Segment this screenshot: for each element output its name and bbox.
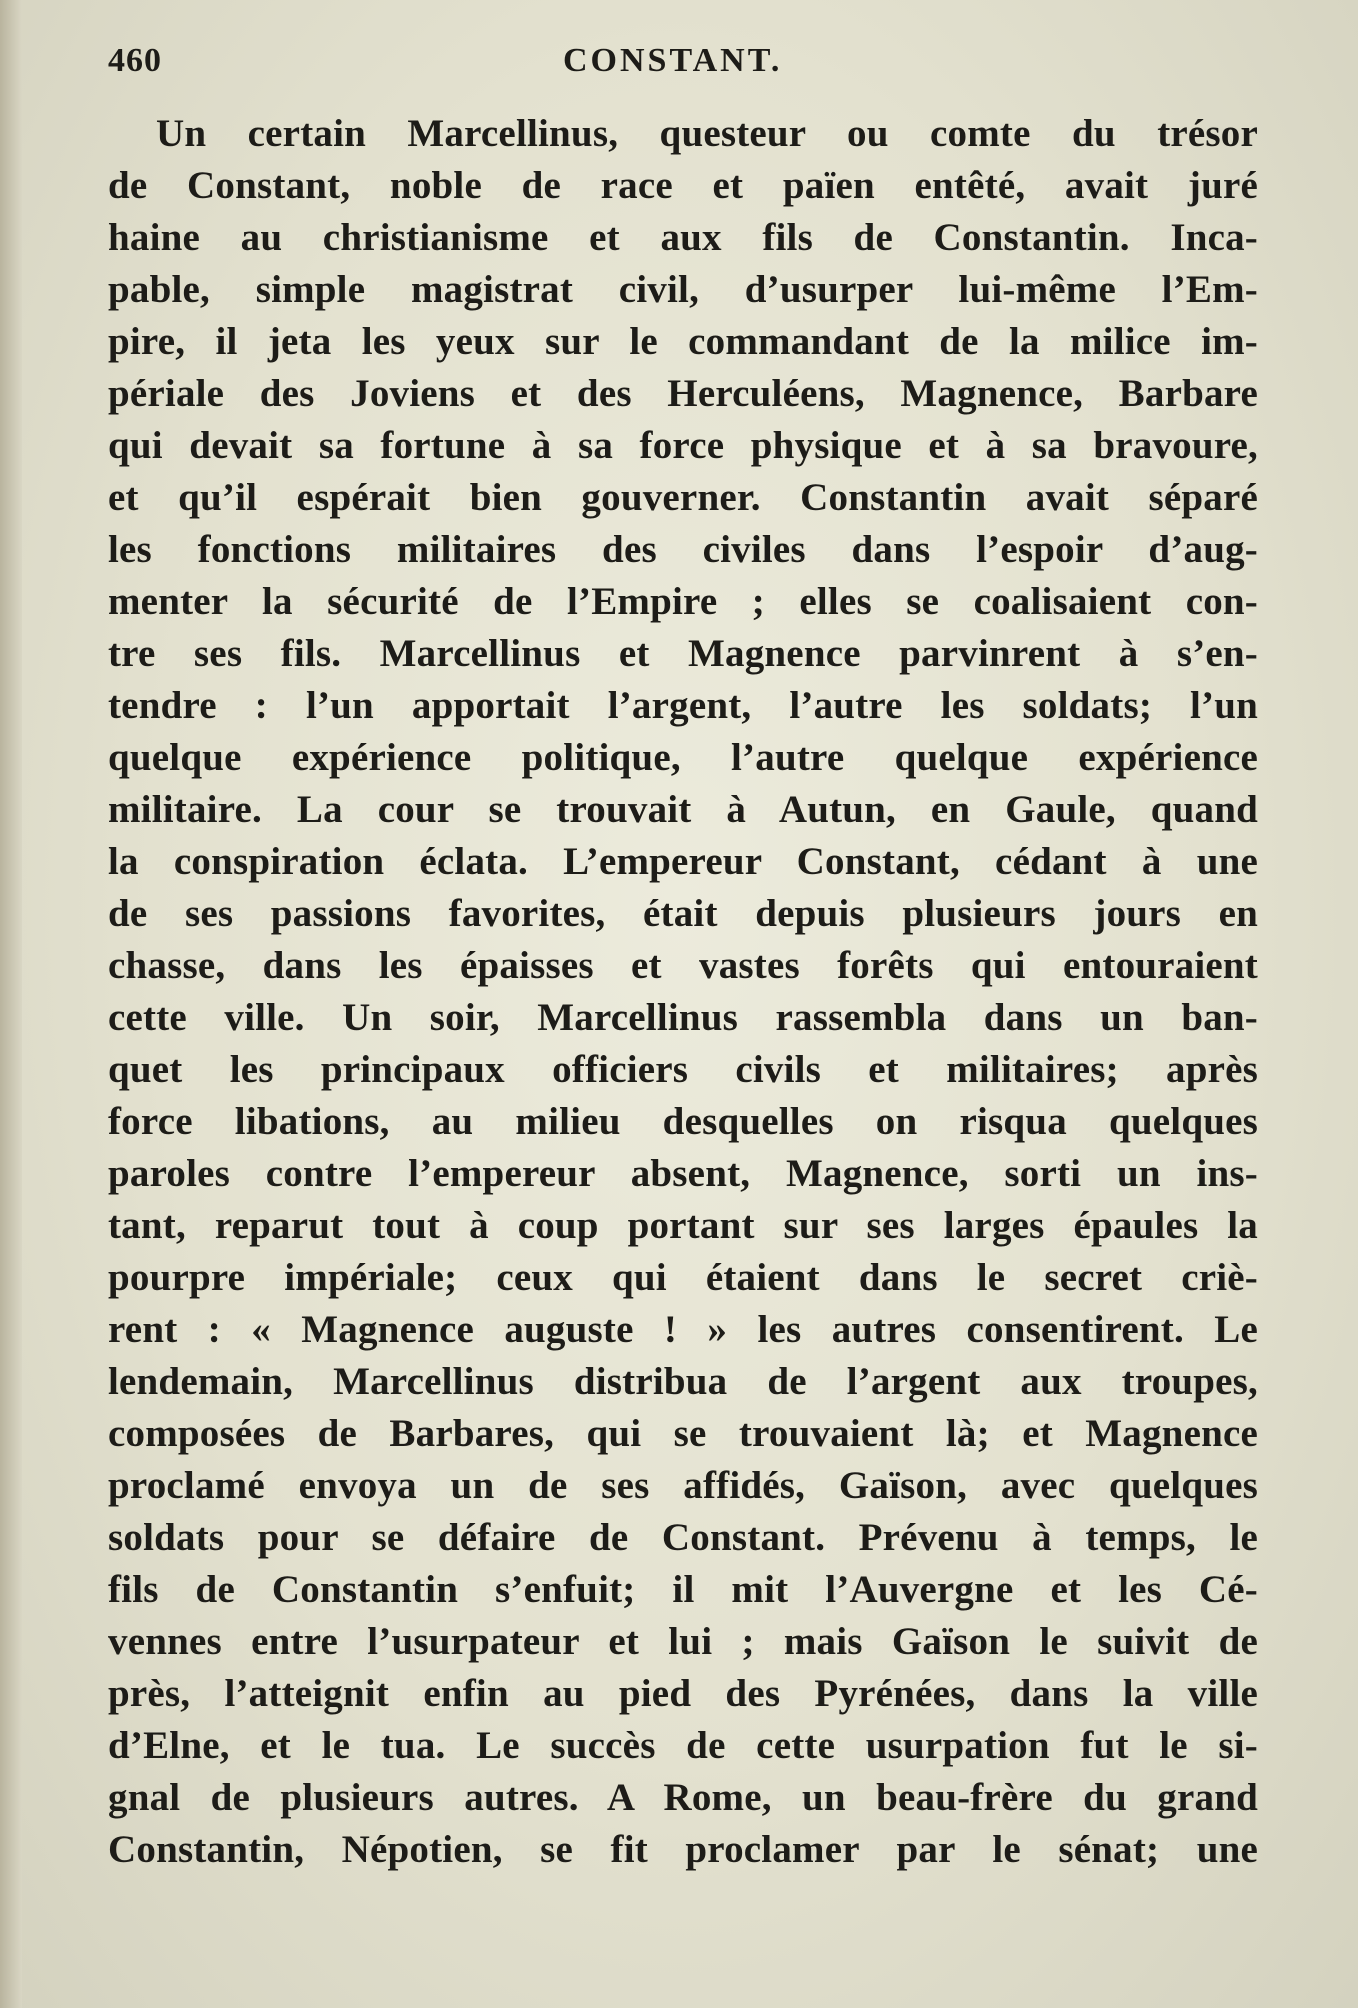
text-line: la conspiration éclata. L’empereur Constant, cédant à une [108, 840, 1258, 883]
text-line: pire, il jeta les yeux sur le commandant de la milice im- [108, 320, 1258, 363]
text-line: Constantin, Népotien, se fit proclamer par le sénat; une [108, 1828, 1258, 1871]
text-line: lendemain, Marcellinus distribua de l’argent aux troupes, [108, 1360, 1258, 1403]
text-line: force libations, au milieu desquelles on risqua quelques [108, 1100, 1258, 1143]
text-line: cette ville. Un soir, Marcellinus rassembla dans un ban- [108, 996, 1258, 1039]
running-title: CONSTANT. [563, 42, 783, 79]
text-line: tant, reparut tout à coup portant sur ses larges épaules la [108, 1204, 1258, 1247]
text-line: près, l’atteignit enfin au pied des Pyrénées, dans la ville [108, 1672, 1258, 1715]
text-line: d’Elne, et le tua. Le succès de cette usurpation fut le si- [108, 1724, 1258, 1767]
text-line: fils de Constantin s’enfuit; il mit l’Auvergne et les Cé- [108, 1568, 1258, 1611]
running-head [108, 42, 1258, 92]
text-line: haine au christianisme et aux fils de Constantin. Inca- [108, 216, 1258, 259]
text-line: vennes entre l’usurpateur et lui ; mais Gaïson le suivit de [108, 1620, 1258, 1663]
text-line: quet les principaux officiers civils et militaires; après [108, 1048, 1258, 1091]
text-line: paroles contre l’empereur absent, Magnence, sorti un ins- [108, 1152, 1258, 1195]
page-edge-shadow [0, 0, 22, 2008]
text-line: gnal de plusieurs autres. A Rome, un beau-frère du grand [108, 1776, 1258, 1819]
text-line: tre ses fils. Marcellinus et Magnence parvinrent à s’en- [108, 632, 1258, 675]
text-line: pable, simple magistrat civil, d’usurper lui-même l’Em- [108, 268, 1258, 311]
text-line: périale des Joviens et des Herculéens, Magnence, Barbare [108, 372, 1258, 415]
text-line: rent : « Magnence auguste ! » les autres consentirent. Le [108, 1308, 1258, 1351]
page-number: 460 [108, 42, 162, 79]
text-line: militaire. La cour se trouvait à Autun, en Gaule, quand [108, 788, 1258, 831]
text-line: de ses passions favorites, était depuis plusieurs jours en [108, 892, 1258, 935]
text-line: pourpre impériale; ceux qui étaient dans le secret criè- [108, 1256, 1258, 1299]
text-line: les fonctions militaires des civiles dans l’espoir d’aug- [108, 528, 1258, 571]
text-line: Un certain Marcellinus, questeur ou comte du trésor [156, 112, 1258, 155]
text-line: et qu’il espérait bien gouverner. Constantin avait séparé [108, 476, 1258, 519]
text-line: tendre : l’un apportait l’argent, l’autre les soldats; l’un [108, 684, 1258, 727]
text-line: qui devait sa fortune à sa force physique et à sa bravoure, [108, 424, 1258, 467]
text-line: chasse, dans les épaisses et vastes forêts qui entouraient [108, 944, 1258, 987]
text-line: proclamé envoya un de ses affidés, Gaïson, avec quelques [108, 1464, 1258, 1507]
text-line: menter la sécurité de l’Empire ; elles se coalisaient con- [108, 580, 1258, 623]
text-line: de Constant, noble de race et païen entêté, avait juré [108, 164, 1258, 207]
text-line: composées de Barbares, qui se trouvaient là; et Magnence [108, 1412, 1258, 1455]
text-line: quelque expérience politique, l’autre quelque expérience [108, 736, 1258, 779]
text-line: soldats pour se défaire de Constant. Prévenu à temps, le [108, 1516, 1258, 1559]
body-text [108, 108, 1258, 1876]
